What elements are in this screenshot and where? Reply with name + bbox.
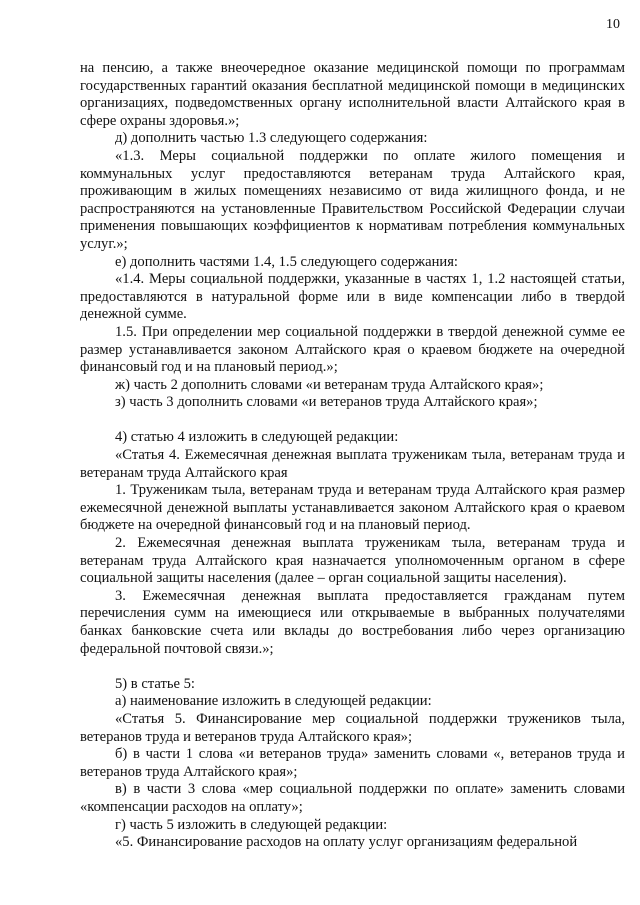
paragraph: 4) статью 4 изложить в следующей редакции: [115,429,399,446]
paragraph: «1.4. Меры социальной поддержки, указанные в частях 1, 1.2 настоящей статьи, предоставляются в натуральной форме или в виде компенсации либо в твердой денежной сумме. [80,271,625,323]
paragraph: г) часть 5 изложить в следующей редакции: [115,816,388,833]
paragraph: 1.5. При определении мер социальной поддержки в твердой денежной сумме ее размер устанавливается законом Алтайского края о краевом бюджете на очередной финансовый год и на плановый период.»; [80,323,625,376]
paragraph: 3. Ежемесячная денежная выплата предоставляется гражданам путем перечисления сумм на имеющиеся или открываемые в выбранных получателями банках банковские счета или вклады до востребования либо через организацию федеральной почтовой связи.»; [80,587,625,657]
paragraph: 5) в статье 5: [115,675,195,692]
paragraph: з) часть 3 дополнить словами «и ветеранов труда Алтайского края»; [115,394,538,411]
paragraph: «Статья 5. Финансирование мер социальной поддержки тружеников тыла, ветеранов труда и ветеранов труда Алтайского края»; [80,710,625,745]
paragraph: «1.3. Меры социальной поддержки по оплате жилого помещения и коммунальных услуг предоставляются ветеранам труда Алтайского края, проживающим в жилых помещениях независимо от вида жилищного фонда, и не распространяются на установленные Правительством Российской Федерации случаи применения повышающих коэффициентов к нормативам потребления коммунальных услуг.»; [80,147,625,252]
paragraph-gap [80,658,625,676]
paragraph: б) в части 1 слова «и ветеранов труда» заменить словами «, ветеранов труда и ветеранов труда Алтайского края»; [80,746,625,780]
paragraph: «5. Финансирование расходов на оплату услуг организациям федеральной [115,834,578,851]
paragraph: д) дополнить частью 1.3 следующего содержания: [115,130,428,147]
paragraph-gap [80,412,625,430]
paragraph: а) наименование изложить в следующей редакции: [115,693,432,710]
paragraph: в) в части 3 слова «мер социальной поддержки по оплате» заменить словами «компенсации расходов на оплату»; [80,781,625,815]
paragraph: на пенсию, а также внеочередное оказание медицинской помощи по программам государственных гарантий оказания бесплатной медицинской помощи в медицинских организациях, подведомственных органу исполнительной власти Алтайского края в сфере охраны здоровья.»; [80,60,625,129]
paragraph: е) дополнить частями 1.4, 1.5 следующего содержания: [115,253,458,270]
paragraph: 1. Труженикам тыла, ветеранам труда и ветеранам труда Алтайского края размер ежемесячной денежной выплаты устанавливается законом Алтайского края о краевом бюджете на очередной финансовый год и на плановый период. [80,482,625,534]
paragraph: ж) часть 2 дополнить словами «и ветеранам труда Алтайского края»; [115,376,544,393]
page-number: 10 [606,17,620,32]
paragraph: 2. Ежемесячная денежная выплата труженикам тыла, ветеранам труда и ветеранам труда Алтайского края назначается уполномоченным органом в сфере социальной защиты населения (далее – орган социальной защиты населения). [80,535,625,587]
paragraph: «Статья 4. Ежемесячная денежная выплата труженикам тыла, ветеранам труда и ветеранам труда Алтайского края [80,447,625,481]
document-body [80,60,625,852]
